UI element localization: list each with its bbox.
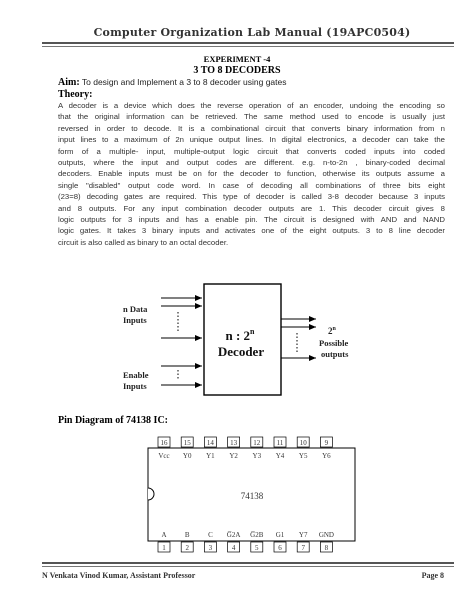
- outputs-label: outputs: [321, 349, 349, 359]
- aim-label: Aim:: [58, 77, 80, 88]
- enable-inputs-label: Enable: [123, 370, 149, 380]
- theory-line: logic gates. It takes 3 binary inputs and activates one of the eight outputs. 3 to 8 line decoder: [58, 226, 445, 236]
- pin-number: 15: [183, 439, 191, 447]
- pin-number: 14: [206, 439, 214, 447]
- pin-name: Vcc: [158, 452, 170, 460]
- pin-name: GND: [318, 531, 334, 539]
- theory-line: (23=8) decoding gates are required. This type of decoder is called 3-8 decoder because 3 inputs: [58, 192, 445, 202]
- theory-line: outputs, where the input and output codes are different. e.g. n-to-2n , binary-coded decimal: [58, 158, 445, 168]
- pin-name: G1: [275, 531, 285, 539]
- ic-chip-label: 74138: [240, 491, 264, 501]
- theory-line: circuit is also called as binary to an octal decoder.: [58, 237, 229, 247]
- pin-number: 8: [324, 544, 329, 552]
- pin-name: G̅2B: [250, 531, 264, 539]
- pin-name: Y7: [298, 531, 308, 539]
- theory-line: A decoder is a device which does the reverse operation of an encoder, undoing the encoding so: [58, 101, 445, 110]
- pin-number: 11: [276, 439, 284, 447]
- decoder-box-label: Decoder: [217, 344, 265, 359]
- pin-number: 7: [301, 544, 305, 552]
- pin-number: 3: [208, 544, 213, 552]
- theory-line: reversed in order to decode. It is a combinational circuit that converts binary information from n: [58, 123, 445, 133]
- theory-line: and 8 outputs. For any input combination decoder outputs are 1. This decoder circuit gives 8: [58, 203, 445, 213]
- theory-line: input lines to a maximum of 2n unique output lines. In digital electronics, a decoder can take the: [58, 135, 445, 145]
- theory-line: logic outputs for 3 inputs and has a enable pin. The circuit is designed with AND and NAND: [58, 215, 445, 225]
- outputs-label: 2$^n$: [328, 326, 336, 336]
- pin-number: 13: [230, 439, 238, 447]
- experiment-label: EXPERIMENT -4: [203, 54, 271, 64]
- pin-number: 9: [324, 439, 329, 447]
- pin-number: 16: [160, 439, 168, 447]
- pin-number: 10: [299, 439, 307, 447]
- pin-number: 12: [253, 439, 261, 447]
- pin-name: Y6: [322, 452, 331, 460]
- pin-name: G̅2A: [226, 531, 241, 539]
- page-header-title: Computer Organization Lab Manual (19APC0504): [93, 26, 411, 39]
- theory-line: that the original information can be retrieved. The same method used to encode is usually just: [58, 112, 445, 122]
- pin-name: B: [184, 531, 190, 539]
- theory-heading: Theory:: [58, 89, 93, 100]
- data-inputs-label: n Data: [123, 304, 148, 314]
- theory-line: single "disabled" output code word. In case of decoding all combinations of three bits eight: [58, 180, 445, 190]
- decoder-box-label: n : 2$^n$: [225, 327, 255, 343]
- pin-number: 5: [255, 544, 259, 552]
- theory-line: form of a multiple- input, multiple-output logic circuit that converts coded inputs into coded: [58, 146, 445, 156]
- footer-author: N Venkata Vinod Kumar, Assistant Professor: [42, 571, 196, 580]
- footer-rule-thin: [42, 566, 454, 567]
- pin-name: Y4: [275, 452, 285, 460]
- pin-number: 1: [162, 544, 166, 552]
- aim-text: To design and Implement a 3 to 8 decoder using gates: [81, 77, 287, 87]
- outputs-label: Possible: [319, 338, 349, 348]
- pin-number: 6: [278, 544, 282, 552]
- theory-line: decoders. Enable inputs must be on for the decoder to function, otherwise its outputs assume a: [58, 169, 445, 179]
- pin-name: A: [161, 531, 167, 539]
- pin-name: Y5: [298, 452, 308, 460]
- pin-name: Y0: [182, 452, 192, 460]
- pin-diagram-heading: Pin Diagram of 74138 IC:: [58, 415, 168, 426]
- pin-number: 2: [185, 544, 189, 552]
- footer-page-number: Page 8: [421, 571, 444, 580]
- data-inputs-label: Inputs: [123, 315, 147, 325]
- pin-name: Y3: [252, 452, 262, 460]
- pin-name: C: [208, 531, 213, 539]
- pin-name: Y2: [229, 452, 238, 460]
- pin-number: 4: [231, 544, 236, 552]
- enable-inputs-label: Inputs: [123, 381, 147, 391]
- experiment-title: 3 TO 8 DECODERS: [193, 65, 281, 76]
- pin-name: Y1: [206, 452, 215, 460]
- footer-rule: [42, 562, 454, 564]
